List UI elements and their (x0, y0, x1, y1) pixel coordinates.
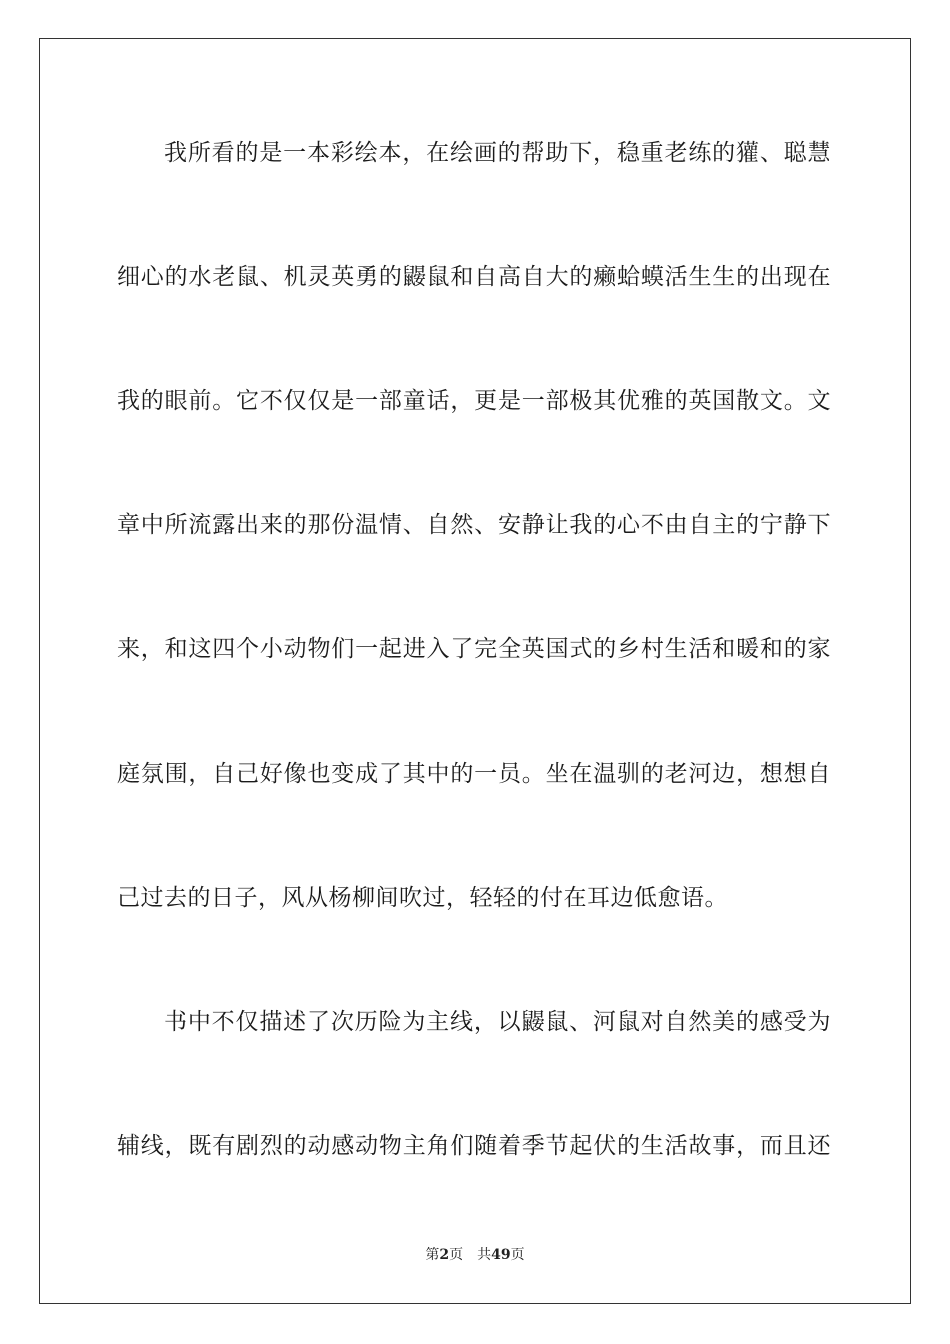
paragraph-1-line-7: 己过去的日子，风从杨柳间吹过，轻轻的付在耳边低愈语。 (117, 885, 728, 911)
paragraph-1-line-6: 庭氛围，自己好像也变成了其中的一员。坐在温驯的老河边，想想自 (117, 761, 831, 787)
paragraph-1-line-5: 来，和这四个小动物们一起进入了完全英国式的乡村生活和暖和的家 (117, 636, 831, 662)
paragraph-2-line-1: 书中不仅描述了次历险为主线，以鼹鼠、河鼠对自然美的感受为 (164, 1009, 831, 1035)
paragraph-1-line-3: 我的眼前。它不仅仅是一部童话，更是一部极其优雅的英国散文。文 (117, 388, 831, 414)
total-prefix: 共 (477, 1247, 492, 1263)
page-number: 2 (439, 1247, 450, 1263)
paragraph-1-line-1: 我所看的是一本彩绘本，在绘画的帮助下，稳重老练的獾、聪慧 (164, 140, 831, 166)
total-suffix: 页 (510, 1247, 525, 1263)
page-footer (0, 1246, 950, 1264)
page-prefix: 第 (425, 1247, 440, 1263)
paragraph-1-line-4: 章中所流露出来的那份温情、自然、安静让我的心不由自主的宁静下 (117, 512, 831, 538)
paragraph-2-line-2: 辅线，既有剧烈的动感动物主角们随着季节起伏的生活故事，而且还 (117, 1133, 831, 1159)
page-border (39, 38, 911, 1304)
paragraph-1-line-2: 细心的水老鼠、机灵英勇的鼹鼠和自高自大的癞蛤蟆活生生的出现在 (117, 264, 831, 290)
page-suffix: 页 (449, 1247, 464, 1263)
total-pages: 49 (491, 1247, 511, 1263)
